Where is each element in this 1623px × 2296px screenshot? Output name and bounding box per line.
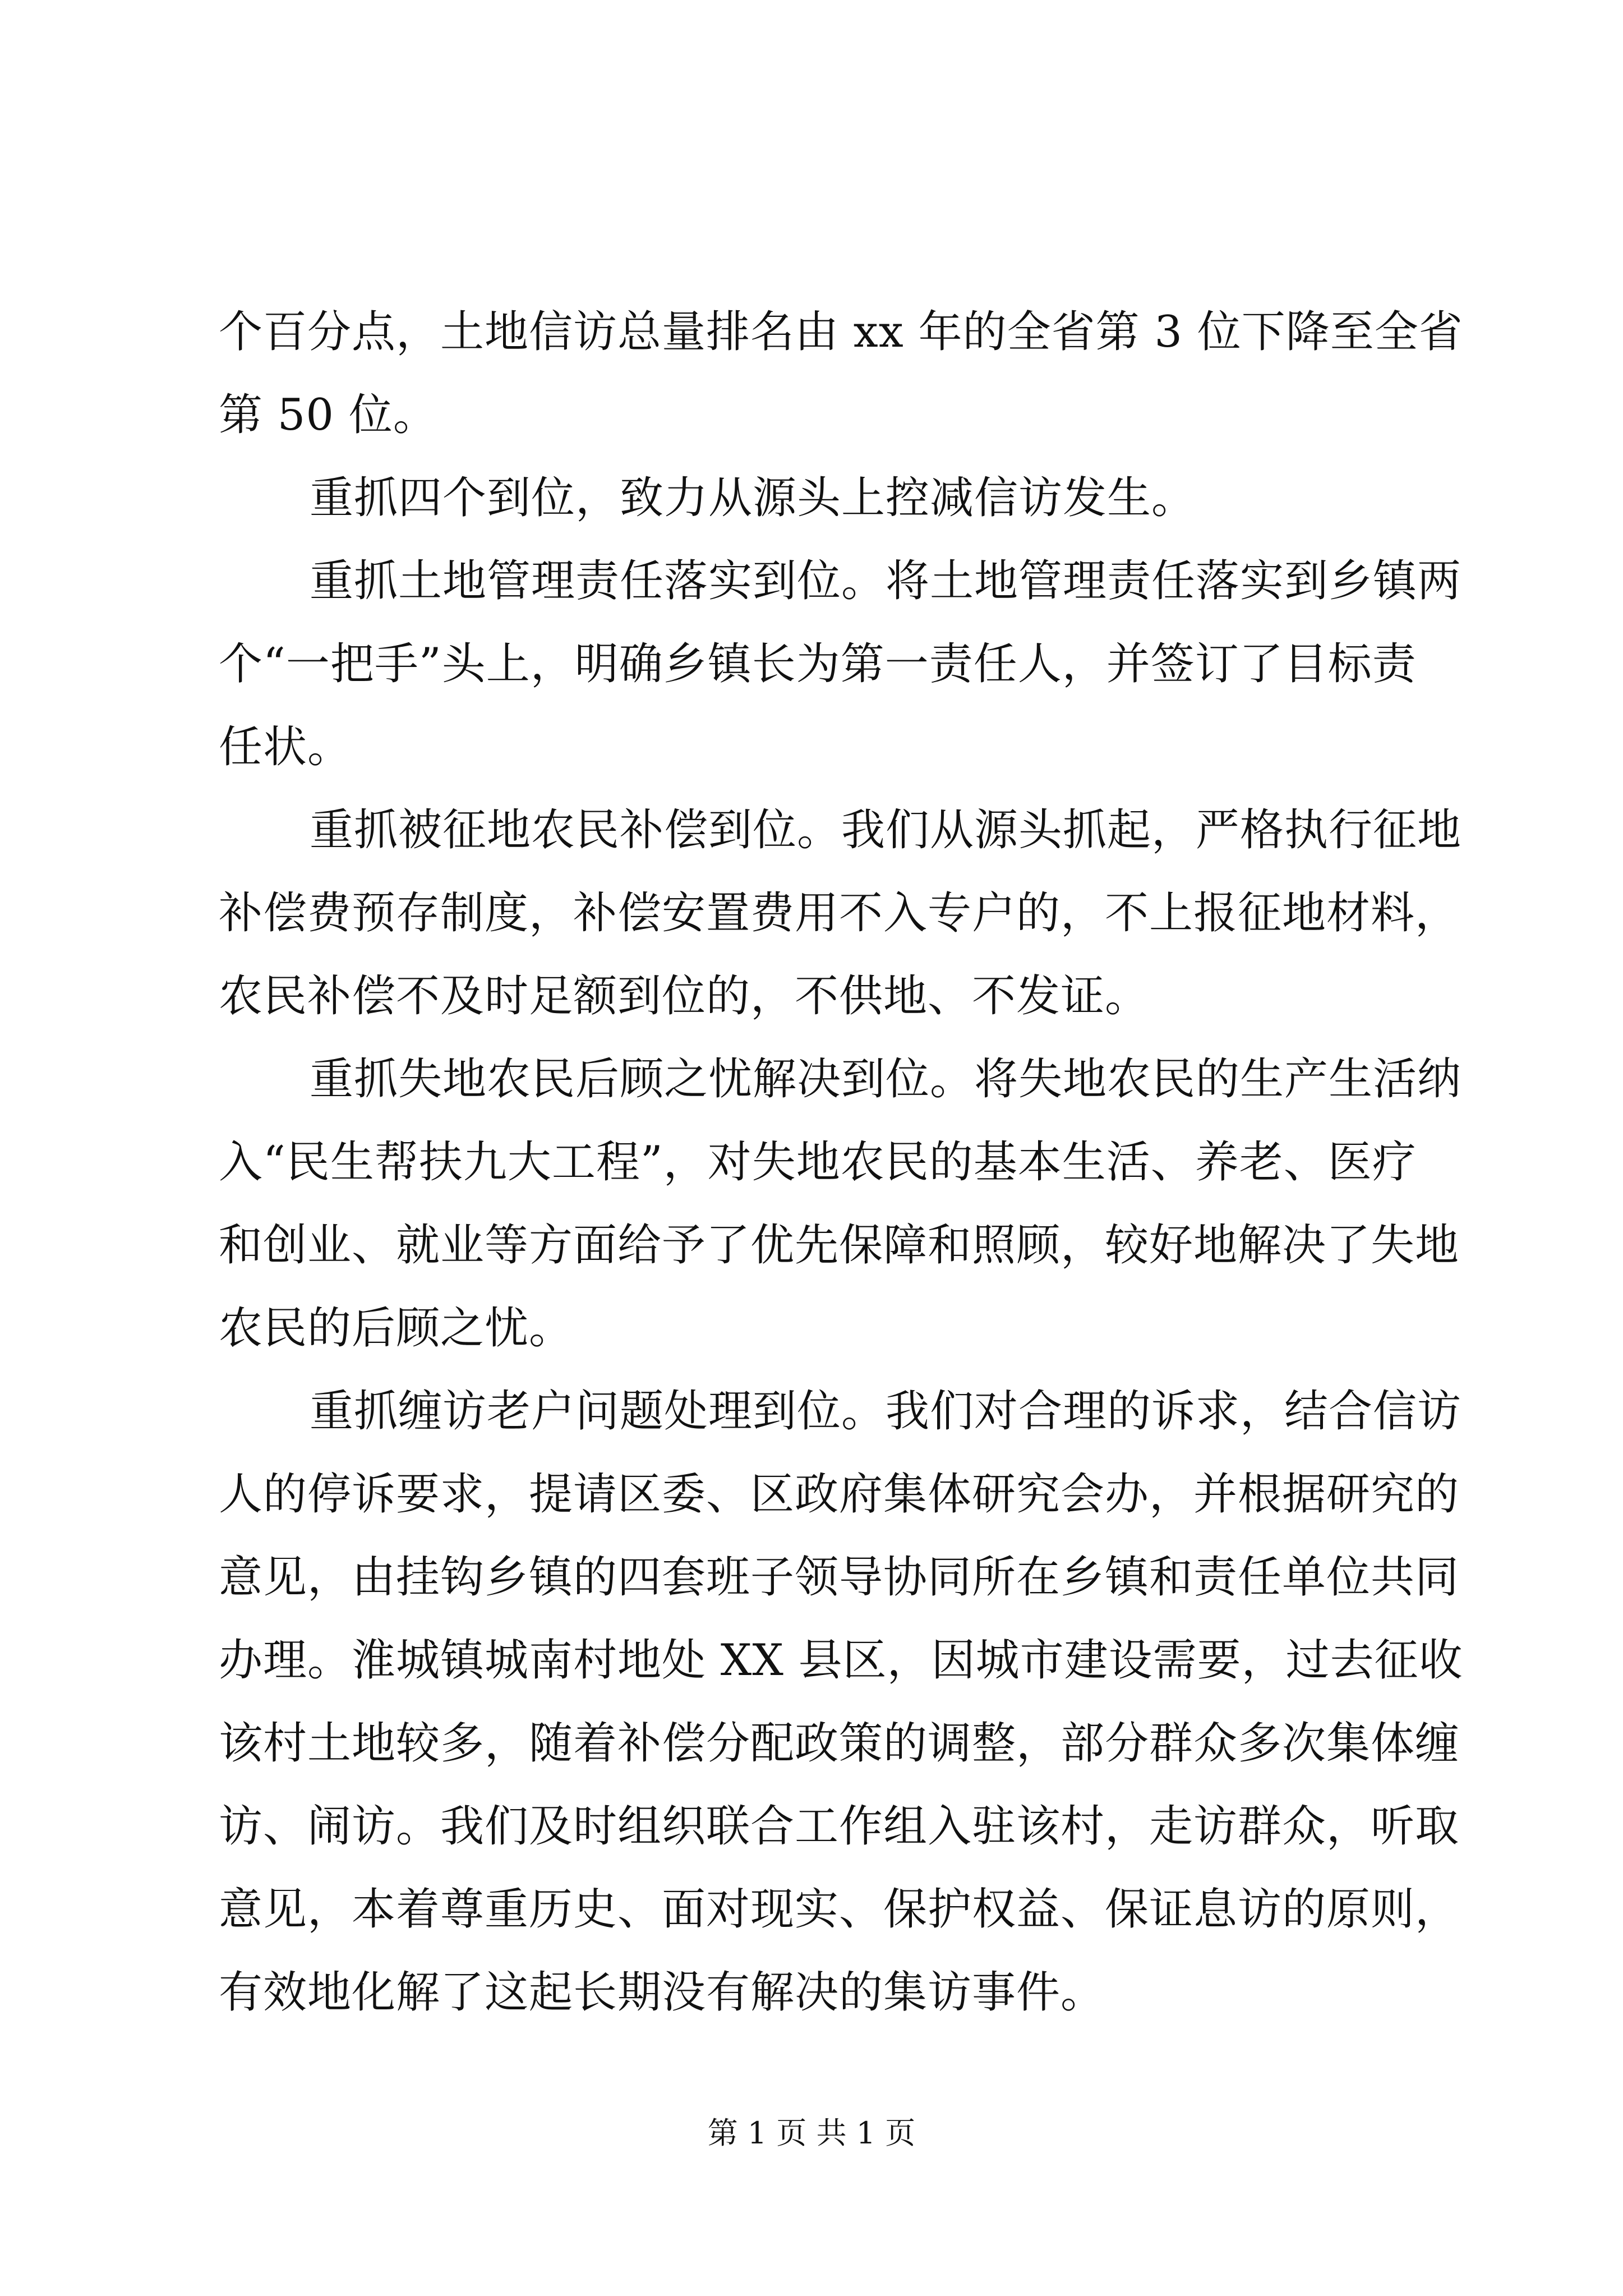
paragraph-first-line: 重抓缠访老户问题处理到位。我们对合理的诉求，结合信访 [310,1386,1462,1437]
text-line: 农民补偿不及时足额到位的，不供地、不发证。 [219,971,1150,1022]
text-line: 入“民生帮扶九大工程”，对失地农民的基本生活、养老、医疗 [219,1137,1417,1188]
text-line: 个“一把手”头上，明确乡镇长为第一责任人，并签订了目标责 [219,639,1417,689]
text-line: 办理。淮城镇城南村地处 XX 县区，因城市建设需要，过去征收 [219,1635,1463,1686]
text-line: 意见，由挂钩乡镇的四套班子领导协同所在乡镇和责任单位共同 [219,1552,1460,1603]
text-line: 任状。 [219,722,352,772]
document-body [219,291,1463,2034]
text-line: 意见，本着尊重历史、面对现实、保护权益、保证息访的原则， [219,1884,1460,1935]
text-line: 和创业、就业等方面给予了优先保障和照顾，较好地解决了失地 [219,1220,1460,1271]
text-line: 第 50 位。 [219,390,437,440]
paragraph-first-line: 重抓被征地农民补偿到位。我们从源头抓起，严格执行征地 [310,805,1462,855]
text-line: 访、闹访。我们及时组织联合工作组入驻该村，走访群众，听取 [219,1801,1460,1852]
text-line: 农民的后顾之忧。 [219,1303,574,1354]
section-heading: 重抓四个到位，致力从源头上控减信访发生。 [310,473,1196,523]
paragraph-first-line: 重抓土地管理责任落实到位。将土地管理责任落实到乡镇两 [310,556,1462,606]
text-line: 该村土地较多，随着补偿分配政策的调整，部分群众多次集体缠 [219,1718,1460,1769]
text-line: 补偿费预存制度，补偿安置费用不入专户的，不上报征地材料， [219,888,1460,938]
paragraph-first-line: 重抓失地农民后顾之忧解决到位。将失地农民的生产生活纳 [310,1054,1462,1105]
text-line: 有效地化解了这起长期没有解决的集访事件。 [219,1967,1105,2018]
text-line: 个百分点，土地信访总量排名由 xx 年的全省第 3 位下降至全省 [219,307,1463,357]
page-footer [0,2109,1623,2152]
text-line: 人的停诉要求，提请区委、区政府集体研究会办，并根据研究的 [219,1469,1460,1520]
page-number-label: 第 1 页 共 1 页 [707,2115,916,2151]
